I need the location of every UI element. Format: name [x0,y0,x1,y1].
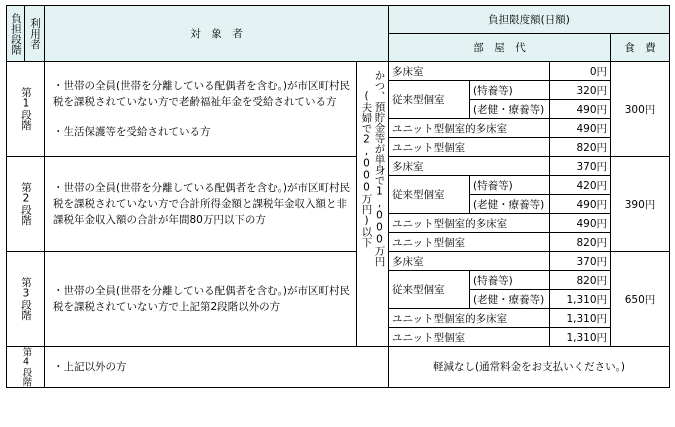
stage-3-conventional-label: 従来型個室 [389,271,470,309]
assets-condition [357,62,389,347]
header-room: 部 屋 代 [389,34,611,62]
stage-1-target-2: ・生活保護等を受給されている方 [53,126,211,138]
stage-4-no-reduction: 軽減なし(通常料金をお支払いください。) [389,347,670,388]
stage-3-multi-label: 多床室 [389,252,550,271]
stage-1-unit-semi-label: ユニット型個室的多床室 [389,119,550,138]
stage-1-tokuyo-amount: 320円 [550,81,611,100]
stage-3-unit-private-label: ユニット型個室 [389,328,550,347]
stage-1-conventional-label: 従来型個室 [389,81,470,119]
stage-2-unit-semi-label: ユニット型個室的多床室 [389,214,550,233]
stage-1-unit-semi-amount: 490円 [550,119,611,138]
header-stage: 負担段階 [7,6,25,62]
header-limit: 負担限度額(日額) [389,6,670,34]
stage-1-tokuyo-label: (特養等) [470,81,550,100]
stage-2-target-1: ・世帯の全員(世帯を分離している配偶者を含む。)が市区町村民税を課税されていない方で合計所得金額と課税年金収入額と非課税年金収入額の合計が年間80万円以下の方 [53,182,350,226]
burden-limit-table [6,5,670,388]
stage-1-roken-label: (老健・療養等) [470,100,550,119]
stage-2-targets [45,157,357,252]
stage-2-roken-label: (老健・療養等) [470,195,550,214]
header-user: 利用者 [25,6,45,62]
stage-3-roken-amount: 1,310円 [550,290,611,309]
stage-2-roken-amount: 490円 [550,195,611,214]
stage-3-unit-private-amount: 1,310円 [550,328,611,347]
stage-1-label: 第1段階 [7,62,45,157]
stage-3-roken-label: (老健・療養等) [470,290,550,309]
stage-4-label: 第4段階 [7,347,45,388]
stage-2-unit-private-label: ユニット型個室 [389,233,550,252]
stage-3-unit-semi-amount: 1,310円 [550,309,611,328]
header-target: 対 象 者 [45,6,389,62]
stage-2-unit-semi-amount: 490円 [550,214,611,233]
stage-1-roken-amount: 490円 [550,100,611,119]
stage-3-meal: 650円 [611,252,670,347]
assets-condition-line-1: かつ、預貯金等が単身で1,000万円 [373,70,386,267]
stage-2-meal: 390円 [611,157,670,252]
stage-2-multi-label: 多床室 [389,157,550,176]
stage-1-unit-private-label: ユニット型個室 [389,138,550,157]
header-meal: 食 費 [611,34,670,62]
stage-1-multi-amount: 0円 [550,62,611,81]
stage-3-unit-semi-label: ユニット型個室的多床室 [389,309,550,328]
stage-1-multi-label: 多床室 [389,62,550,81]
stage-3-label: 第3段階 [7,252,45,347]
stage-3-tokuyo-amount: 820円 [550,271,611,290]
stage-2-multi-amount: 370円 [550,157,611,176]
stage-3-target-1: ・世帯の全員(世帯を分離している配偶者を含む。)が市区町村民税を課税されていない方で上記第2段階以外の方 [53,285,350,313]
stage-2-label: 第2段階 [7,157,45,252]
stage-1-meal: 300円 [611,62,670,157]
fee-table-wrapper [6,5,670,388]
stage-1-target-1: ・世帯の全員(世帯を分離している配偶者を含む。)が市区町村民税を課税されていない方で老齢福祉年金を受給されている方 [53,80,350,108]
stage-4-target: ・上記以外の方 [45,347,389,388]
stage-3-targets [45,252,357,347]
stage-2-conventional-label: 従来型個室 [389,176,470,214]
stage-2-tokuyo-amount: 420円 [550,176,611,195]
stage-2-unit-private-amount: 820円 [550,233,611,252]
stage-3-tokuyo-label: (特養等) [470,271,550,290]
stage-2-tokuyo-label: (特養等) [470,176,550,195]
assets-condition-line-2: (夫婦で2,000万円)以下 [360,89,373,247]
stage-3-multi-amount: 370円 [550,252,611,271]
stage-1-targets [45,62,357,157]
stage-1-unit-private-amount: 820円 [550,138,611,157]
